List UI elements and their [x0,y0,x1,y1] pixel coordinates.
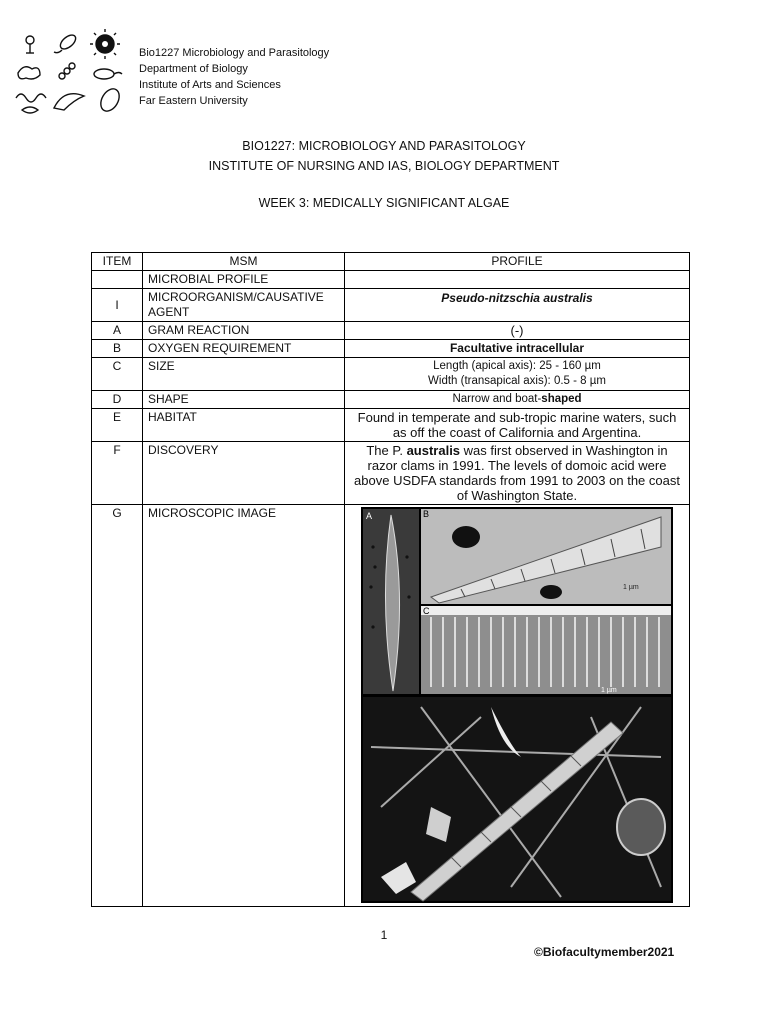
row-msm: MICROSCOPIC IMAGE [143,505,345,907]
row-profile: The P. australis was first observed in Washington in razor clams in 1991. The levels of domoic acid were above USDFA standards from 1991 to 2003 on the coast of Washington State. [345,442,690,505]
panel-label-a: A [366,511,373,521]
row-profile: Pseudo-nitzschia australis [345,289,690,322]
table-header-row [92,253,690,271]
row-profile: Facultative intracellular [345,340,690,358]
section-label: MICROBIAL PROFILE [143,271,345,289]
university-name: Far Eastern University [139,95,248,107]
microscopic-image [361,507,673,903]
table-row [92,340,690,358]
row-item: B [92,340,143,358]
table-row [92,442,690,505]
table-row [92,391,690,409]
department-name: Department of Biology [139,63,248,75]
microbial-profile-table [91,252,690,907]
row-msm: DISCOVERY [143,442,345,505]
table-row [92,289,690,322]
copyright-notice: ©Biofacultymember2021 [534,945,675,959]
scale-bar-b: 1 µm [623,584,639,591]
row-profile: Found in temperate and sub-tropic marine waters, such as off the coast of California and Argentina. [345,409,690,442]
row-item: F [92,442,143,505]
institution-header [139,45,329,109]
row-item: A [92,322,143,340]
table-row [92,409,690,442]
panel-label-c: C [423,606,430,616]
shape-bold-text: shaped [541,393,582,405]
week-title: WEEK 3: MEDICALLY SIGNIFICANT ALGAE [258,196,510,210]
scale-bar-c: 1 µm [601,687,617,694]
row-msm: SHAPE [143,391,345,409]
table-row [92,271,690,289]
course-name: Bio1227 Microbiology and Parasitology [139,47,330,59]
row-profile: (-) [345,322,690,340]
row-item: D [92,391,143,409]
row-msm: HABITAT [143,409,345,442]
size-length: Length (apical axis): 25 - 160 µm [433,360,601,372]
page-number: 1 [380,928,388,942]
table-row [92,358,690,391]
row-item: C [92,358,143,391]
row-item: I [92,289,143,322]
table-row [92,322,690,340]
size-width: Width (transapical axis): 0.5 - 8 µm [428,375,606,387]
panel-label-b: B [423,509,430,519]
header-msm: MSM [143,253,345,271]
row-msm: SIZE [143,358,345,391]
row-profile [345,391,690,409]
table-row [92,505,690,907]
row-item: G [92,505,143,907]
row-msm: MICROORGANISM/CAUSATIVE AGENT [143,289,345,322]
row-profile [345,358,690,391]
course-title: BIO1227: MICROBIOLOGY AND PARASITOLOGY [242,139,526,153]
row-item: E [92,409,143,442]
microbes-logo [10,28,128,116]
shape-text: Narrow and boat- [452,393,542,405]
row-msm: OXYGEN REQUIREMENT [143,340,345,358]
header-item: ITEM [92,253,143,271]
header-profile: PROFILE [345,253,690,271]
institute-name: Institute of Arts and Sciences [139,79,281,91]
row-msm: GRAM REACTION [143,322,345,340]
department-title: INSTITUTE OF NURSING AND IAS, BIOLOGY DEPARTMENT [208,159,560,173]
